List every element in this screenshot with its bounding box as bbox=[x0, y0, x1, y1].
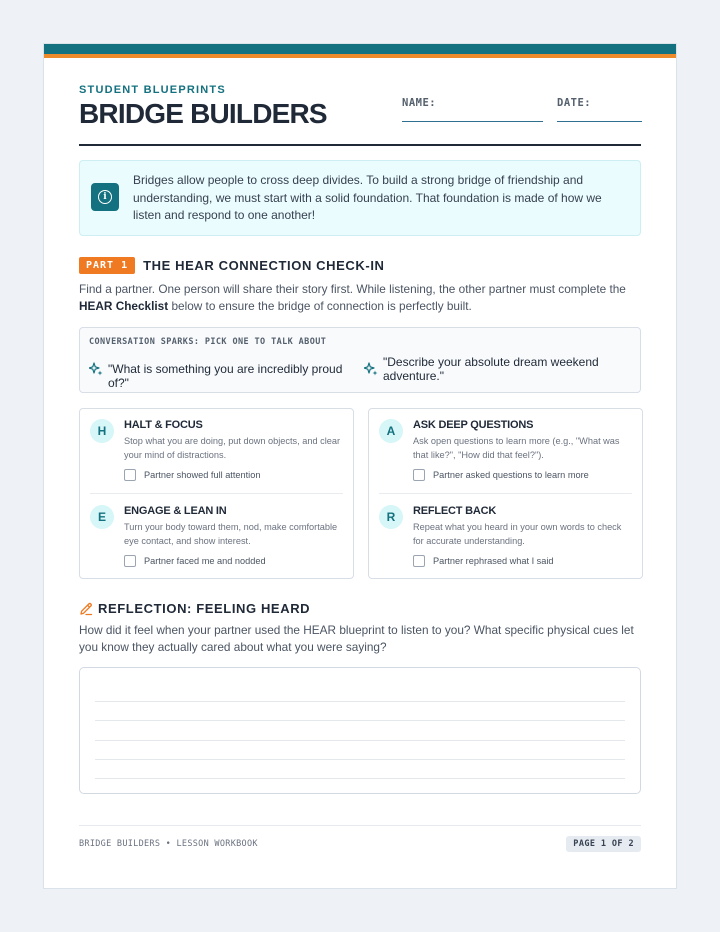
checkbox[interactable] bbox=[413, 555, 425, 567]
spark-item-2 bbox=[364, 355, 624, 383]
letter-badge: E bbox=[90, 505, 114, 529]
reflection-prompt: How did it feel when your partner used the HEAR blueprint to listen to you? What specific physical cues let you know they actually cared about what you were saying? bbox=[79, 623, 634, 654]
writing-line bbox=[95, 740, 625, 741]
hear-item-r bbox=[379, 493, 632, 569]
item-title: REFLECT BACK bbox=[413, 505, 497, 517]
page-title: BRIDGE BUILDERS bbox=[79, 98, 327, 129]
name-line[interactable] bbox=[402, 121, 543, 122]
writing-line bbox=[95, 778, 625, 779]
checkbox-label: Partner faced me and nodded bbox=[144, 556, 266, 566]
writing-line bbox=[95, 720, 625, 721]
checkbox-label: Partner asked questions to learn more bbox=[433, 470, 589, 480]
page-header bbox=[79, 84, 641, 146]
hear-checklist bbox=[79, 408, 641, 579]
date-label: DATE: bbox=[557, 97, 592, 109]
page-number-badge: PAGE 1 OF 2 bbox=[566, 836, 641, 852]
reflection-answer-area[interactable] bbox=[79, 667, 641, 794]
checkbox[interactable] bbox=[124, 555, 136, 567]
hear-item-a bbox=[379, 409, 632, 485]
sparks-label: CONVERSATION SPARKS: PICK ONE TO TALK ABOUT bbox=[89, 337, 327, 347]
hear-card-left bbox=[79, 408, 354, 579]
series-label: STUDENT BLUEPRINTS bbox=[79, 84, 226, 96]
hear-item-h bbox=[90, 409, 343, 485]
page-content bbox=[79, 84, 641, 794]
checkbox-label: Partner showed full attention bbox=[144, 470, 261, 480]
footer-title: BRIDGE BUILDERS • LESSON WORKBOOK bbox=[79, 839, 258, 849]
part-title: THE HEAR CONNECTION CHECK-IN bbox=[143, 258, 385, 273]
item-title: ASK DEEP QUESTIONS bbox=[413, 419, 534, 431]
date-field[interactable] bbox=[557, 97, 591, 109]
spark-item-1 bbox=[89, 362, 359, 390]
hear-card-right bbox=[368, 408, 643, 579]
reflection-title: REFLECTION: FEELING HEARD bbox=[98, 601, 311, 616]
hear-item-e bbox=[90, 493, 343, 569]
instructions-text-b: below to ensure the bridge of connection is perfectly built. bbox=[168, 299, 472, 313]
page-footer bbox=[79, 825, 641, 849]
intro-text: Bridges allow people to cross deep divides. To build a strong bridge of friendship and understanding, we must start with a solid foundation. That foundation is made of how we listen and respond to one another! bbox=[133, 173, 602, 222]
name-field[interactable] bbox=[402, 97, 436, 109]
name-label: NAME: bbox=[402, 97, 437, 109]
sparkle-icon bbox=[89, 362, 103, 376]
check-faced[interactable] bbox=[124, 555, 266, 567]
check-questions[interactable] bbox=[413, 469, 589, 481]
instructions-bold: HEAR Checklist bbox=[79, 299, 169, 313]
info-icon: i bbox=[91, 183, 119, 211]
reflection-heading bbox=[79, 601, 641, 616]
part1-heading bbox=[79, 257, 641, 274]
top-accent-bar bbox=[44, 44, 676, 58]
date-line[interactable] bbox=[557, 121, 642, 122]
checkbox-label: Partner rephrased what I said bbox=[433, 556, 554, 566]
checkbox[interactable] bbox=[124, 469, 136, 481]
conversation-sparks bbox=[79, 327, 641, 393]
item-description: Repeat what you heard in your own words to check for accurate understanding. bbox=[413, 522, 622, 546]
item-description: Ask open questions to learn more (e.g., "What was that like?", "How did that feel?"). bbox=[413, 436, 620, 460]
check-rephrased[interactable] bbox=[413, 555, 554, 567]
letter-badge: H bbox=[90, 419, 114, 443]
checkbox[interactable] bbox=[413, 469, 425, 481]
spark-text: "What is something you are incredibly proud of?" bbox=[108, 362, 343, 390]
part-badge: PART 1 bbox=[79, 257, 135, 274]
item-description: Stop what you are doing, put down objects, and clear your mind of distractions. bbox=[124, 436, 341, 460]
writing-line bbox=[95, 759, 625, 760]
sparkle-icon bbox=[364, 362, 378, 376]
pencil-icon bbox=[79, 602, 93, 616]
item-title: HALT & FOCUS bbox=[124, 419, 203, 431]
item-title: ENGAGE & LEAN IN bbox=[124, 505, 227, 517]
item-description: Turn your body toward them, nod, make comfortable eye contact, and show interest. bbox=[124, 522, 338, 546]
letter-badge: A bbox=[379, 419, 403, 443]
intro-callout bbox=[79, 160, 641, 236]
instructions-text-a: Find a partner. One person will share their story first. While listening, the other partner must complete the bbox=[79, 282, 626, 296]
writing-line bbox=[95, 701, 625, 702]
part1-instructions bbox=[79, 281, 641, 315]
spark-text: "Describe your absolute dream weekend adventure." bbox=[383, 355, 599, 383]
letter-badge: R bbox=[379, 505, 403, 529]
check-attention[interactable] bbox=[124, 469, 260, 481]
worksheet-page bbox=[43, 43, 677, 889]
